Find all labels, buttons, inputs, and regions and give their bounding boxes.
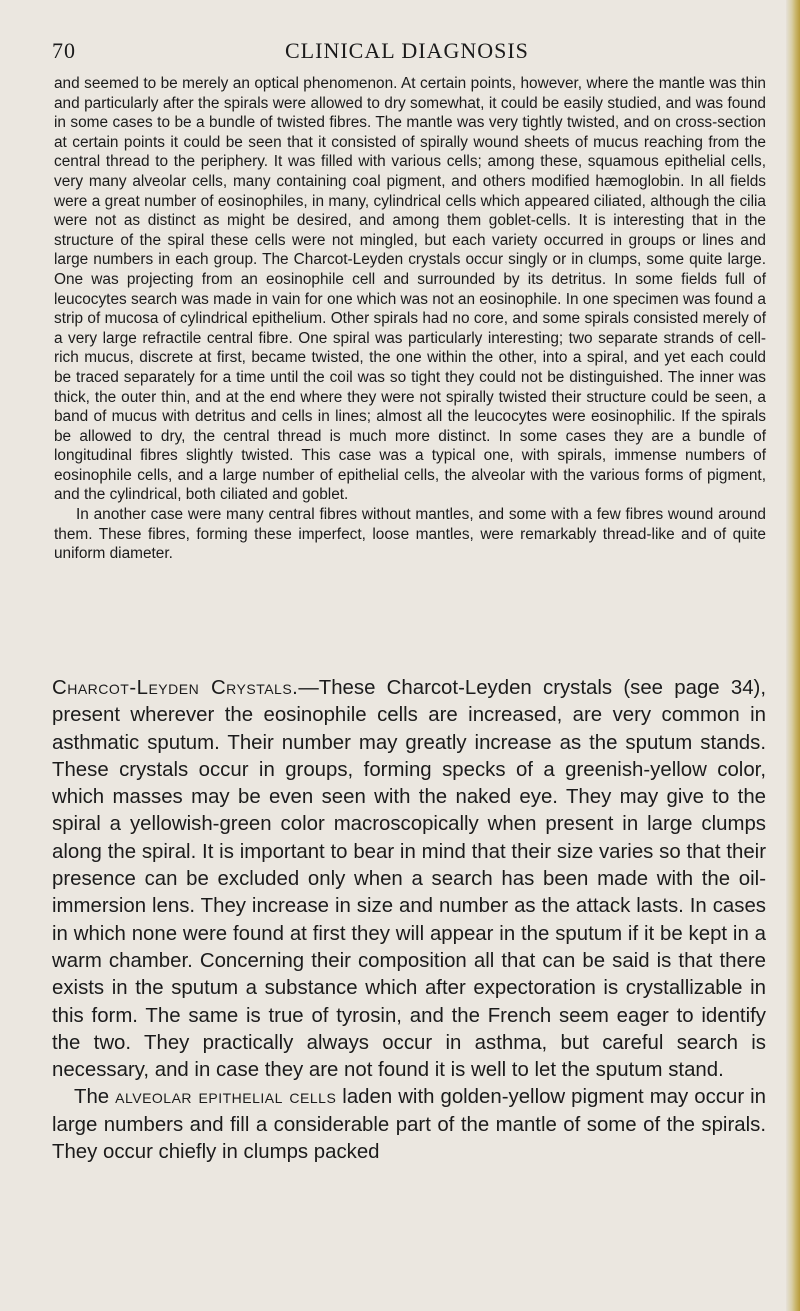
paragraph-text: —These Charcot-Leyden crystals (see page 34), present wherever the eosinophile cells are increased, are very common in asthmatic sputum. Their number may greatly increase as the sputum stands. These crystals occur in groups, forming specks of a greenish-yellow color, which masses may be even seen with the naked eye. They may give to the spiral a yellowish-green color macroscopically when present in large clumps along the spiral. It is important to bear in mind that their size varies so that their presence can be excluded only when a search has been made with the oil-immersion lens. They increase in size and number as the attack lasts. In cases in which none were found at first they will appear in the sputum if it be kept in a warm chamber. Concerning their composition all that can be said is that there exists in the sputum a substance which after expectoration is crystallizable in this form. The same is true of tyrosin, and the French seem eager to identify the two. They practically always occur in asthma, but careful search is necessary, and in case they are not found it is well to let the sputum stand. — [52, 677, 767, 1082]
paragraph-text: laden with golden-yellow pigment may occur in large numbers and fill a considerable part of the mantle of some of the spirals. They occur chiefly in clumps packed — [52, 1086, 766, 1164]
paragraph-charcot-leyden — [52, 675, 766, 1084]
page-edge — [786, 0, 800, 1311]
paragraph-continued: and seemed to be merely an optical phenomenon. At certain points, however, where the mantle was thin and particularly after the spirals were allowed to dry somewhat, it could be easily studied, and was found in some cases to be a bundle of twisted fibres. The mantle was very tightly twisted, and on cross-section at certain points it could be seen that it consisted of spirally wound sheets of mucus reaching from the central thread to the periphery. It was filled with various cells; among these, squamous epithelial cells, very many alveolar cells, many containing coal pigment, and others modified hæmoglobin. In all fields were a great number of eosinophiles, in many, cylindrical cells which appeared ciliated, although the cilia were not as distinct as might be desired, and among them goblet-cells. It is interesting that in the structure of the spiral these cells were not mingled, but each variety occurred in groups or lines and large numbers in each group. The Charcot-Leyden crystals occur singly or in clumps, some quite large. One was projecting from an eosinophile cell and surrounded by its detritus. In some fields full of leucocytes search was made in vain for one which was not an eosinophile. In one specimen was found a strip of mucosa of cylindrical epithelium. Other spirals had no core, and some spirals consisted merely of a very large refractile central fibre. One spiral was particularly interesting; two separate strands of cell-rich mucus, discrete at first, became twisted, the one within the other, into a spiral, and yet each could be traced separately for a time until the coil was so tight they could not be distinguished. The inner was thick, the outer thin, and at the end where they were not spirally twisted their structure could be seen, a band of mucus with detritus and cells in lines; almost all the leucocytes were eosinophilic. If the spirals be allowed to dry, the central thread is much more distinct. In some cases they are a bundle of longitudinal fibres slightly twisted. This case was a typical one, with spirals, immense numbers of eosinophile cells, and a large number of epithelial cells, the alveolar with the various forms of pigment, and the cylindrical, both ciliated and goblet. — [54, 75, 766, 504]
paragraph-alveolar-cells — [52, 1084, 766, 1166]
paragraph-another-case: In another case were many central fibres without mantles, and some with a few fibres wound around them. These fibres, forming these imperfect, loose mantles, were remarkably thread-like and of quite uniform diameter. — [54, 506, 766, 563]
inline-term: alveolar epithelial cells — [115, 1086, 337, 1109]
main-text-section — [52, 675, 766, 1166]
page-number: 70 — [52, 38, 76, 63]
page-header — [0, 38, 800, 64]
section-heading: Charcot-Leyden Crystals. — [52, 677, 299, 699]
small-print-section — [54, 74, 766, 564]
running-title: CLINICAL DIAGNOSIS — [285, 38, 529, 63]
paragraph-lead: The — [74, 1086, 110, 1109]
